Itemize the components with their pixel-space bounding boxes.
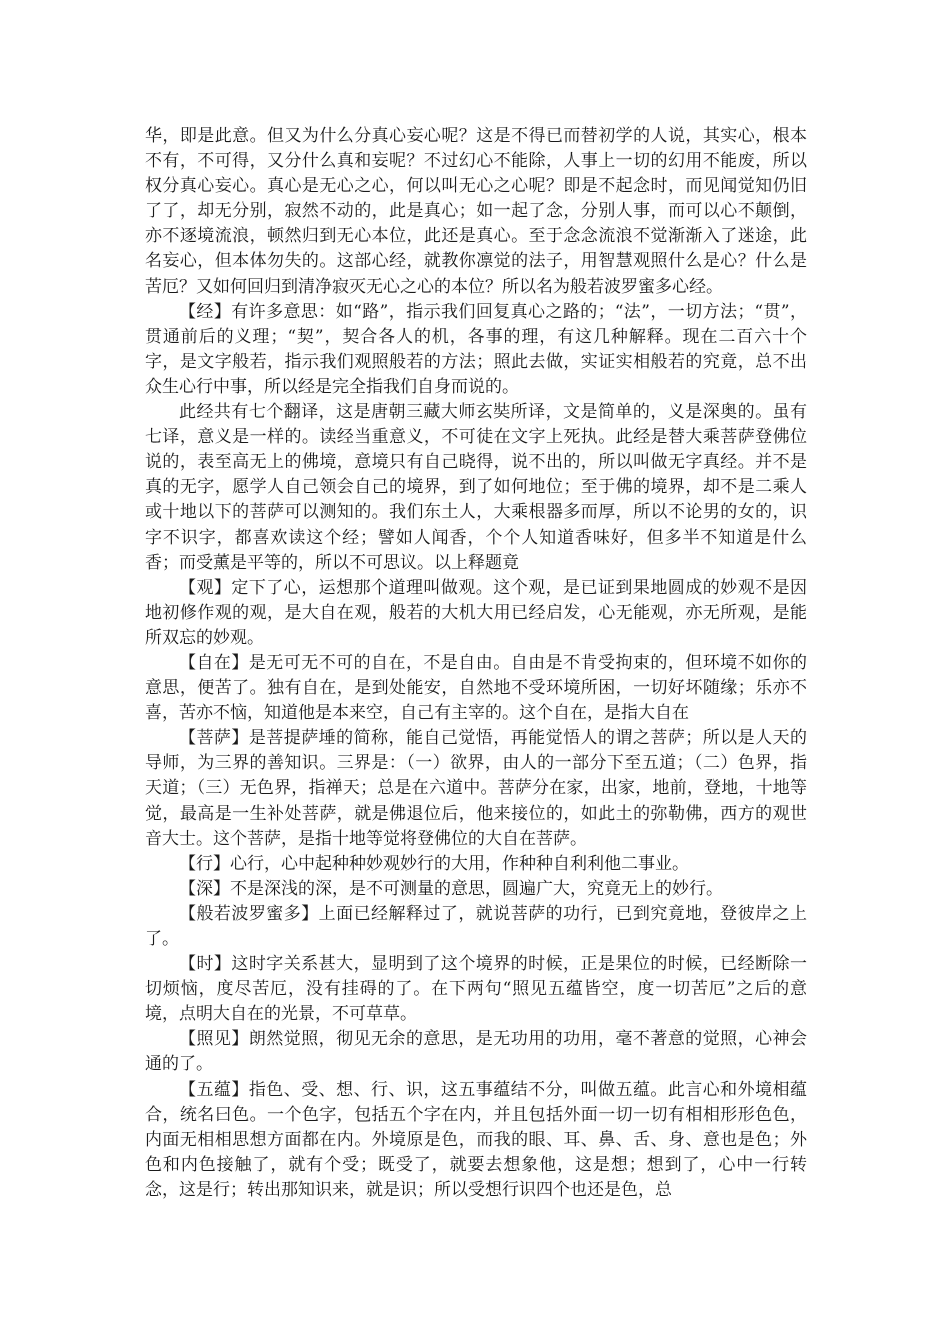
paragraph-text: 是无可无不可的自在，不是自由。自由是不肯受拘束的，但环境不如你的意思，便苦了。独有自在，是到处能安，自然地不受环境所困，一切好坏随缘；乐亦不喜，苦亦不恼，知道他是本来空，自己有主宰的。这个自在，是指大自在: [145, 652, 808, 724]
paragraph-pusa: [145, 726, 807, 851]
term-label: 【菩萨】: [179, 728, 249, 749]
term-label: 【照见】: [179, 1029, 249, 1050]
term-label: 【般若波罗蜜多】: [179, 903, 319, 924]
paragraph-xing: [145, 852, 807, 877]
term-label: 【行】: [179, 853, 230, 874]
paragraph-text: 不是深浅的深，是不可测量的意思，圆遍广大，究竟无上的妙行。: [230, 878, 723, 899]
paragraph-shi: [145, 952, 807, 1027]
term-label: 【观】: [179, 577, 232, 598]
document-body: [145, 124, 807, 1203]
paragraph-wuyun: [145, 1078, 807, 1203]
paragraph-text: 指色、受、想、行、识，这五事蕴结不分，叫做五蕴。此言心和外境相蕴合，统名曰色。一个色字，包括五个字在内，并且包括外面一切一切有相相形形色色，内面无相相思想方面都在内。外境原是色，而我的眼、耳、鼻、舌、身、意也是色；外色和内色接触了，就有个受；既受了，就要去想象他，这是想；想到了，心中一行转念，这是行；转出那知识来，就是识；所以受想行识四个也还是色，总: [145, 1079, 808, 1200]
paragraph-text: 朗然觉照，彻见无余的意思，是无功用的功用，毫不著意的觉照，心神会通的了。: [145, 1029, 808, 1075]
term-label: 【深】: [179, 878, 230, 899]
paragraph-guan: [145, 576, 807, 651]
term-label: 【经】: [179, 301, 232, 322]
term-label: 【时】: [179, 954, 232, 975]
paragraph-translations: [145, 400, 807, 576]
paragraph-text: 华，即是此意。但又为什么分真心妄心呢？这是不得已而替初学的人说，其实心，根本不有，不可得，又分什么真和妄呢？不过幻心不能除，人事上一切的幻用不能废，所以权分真心妄心。真心是无心之心，何以叫无心之心呢？即是不起念时，而见闻觉知仍旧了了，却无分别，寂然不动的，此是真心；如一起了念，分别人事，而可以心不颠倒，亦不逐境流浪，顿然归到无心本位，此还是真心。至于念念流浪不觉渐渐入了迷途，此名妄心，但本体勿失的。这部心经，就教你凛觉的法子，用智慧观照什么是心？什么是苦厄？又如何回归到清净寂灭无心之心的本位？所以名为般若波罗蜜多心经。: [145, 126, 807, 297]
paragraph-text: 上面已经解释过了，就说菩萨的功行，已到究竟地，登彼岸之上了。: [145, 903, 808, 949]
paragraph-intro: [145, 124, 807, 300]
paragraph-text: 定下了心，运想那个道理叫做观。这个观，是已证到果地圆成的妙观不是因地初修作观的观，是大自在观，般若的大机大用已经启发，心无能观，亦无所观，是能所双忘的妙观。: [145, 577, 808, 648]
paragraph-zizai: [145, 651, 807, 726]
paragraph-text: 有许多意思：如“路”，指示我们回复真心之路的；“法”，一切方法；“贯”，贯通前后的义理；“契”，契合各人的机，各事的理，有这几种解释。现在二百六十个字，是文字般若，指示我们观照般若的方法；照此去做，实证实相般若的究竟，总不出众生心行中事，所以经是完全指我们自身而说的。: [145, 301, 808, 397]
paragraph-boruo: [145, 902, 807, 952]
paragraph-text: 是菩提萨埵的简称，能自己觉悟，再能觉悟人的谓之菩萨；所以是人天的导师，为三界的善知识。三界是：（一）欲界，由人的一部分下至五道；（二）色界，指天道；（三）无色界，指禅天；总是在六道中。菩萨分在家，出家，地前，登地，十地等觉，最高是一生补处菩萨，就是佛退位后，他来接位的，如此土的弥勒佛，西方的观世音大士。这个菩萨，是指十地等觉将登佛位的大自在菩萨。: [145, 728, 808, 849]
paragraph-shen: [145, 877, 807, 902]
paragraph-zhaojian: [145, 1027, 807, 1077]
term-label: 【自在】: [179, 652, 249, 673]
paragraph-text: 此经共有七个翻译，这是唐朝三藏大师玄奘所译，文是简单的，义是深奥的。虽有七译，意义是一样的。读经当重意义，不可徒在文字上死执。此经是替大乘菩萨登佛位说的，表至高无上的佛境，意境只有自己晓得，说不出的，所以叫做无字真经。并不是真的无字，愿学人自己领会自己的境界，到了如何地位；至于佛的境界，却不是二乘人或十地以下的菩萨可以测知的。我们东土人，大乘根器多而厚，所以不论男的女的，识字不识字，都喜欢读这个经；譬如人闻香，个个人知道香味好，但多半不知道是什么香；而受薰是平等的，所以不可思议。以上释题竟: [145, 402, 807, 573]
term-label: 【五蕴】: [179, 1079, 249, 1100]
paragraph-jing: [145, 300, 807, 400]
paragraph-text: 这时字关系甚大，显明到了这个境界的时候，正是果位的时候，已经断除一切烦恼，度尽苦厄，没有挂碍的了。在下两句“照见五蕴皆空，度一切苦厄”之后的意境，点明大自在的光景，不可草草。: [145, 954, 808, 1025]
paragraph-text: 心行，心中起种种妙观妙行的大用，作种种自利利他二事业。: [230, 853, 689, 874]
